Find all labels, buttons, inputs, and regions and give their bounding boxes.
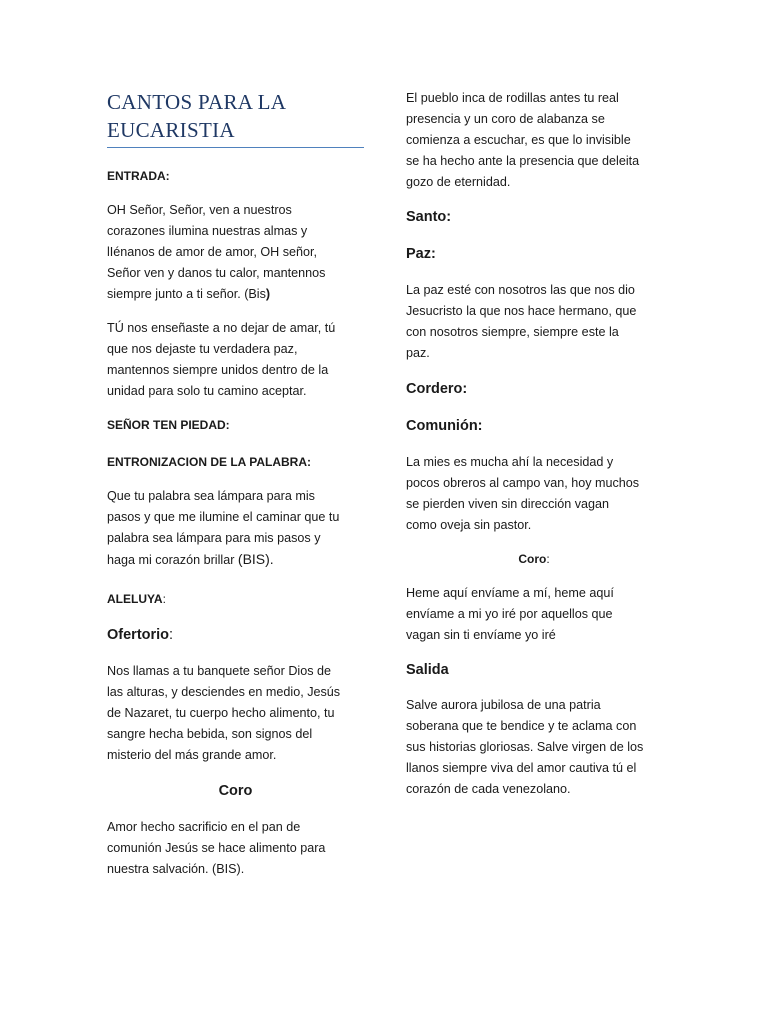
text-line: El pueblo inca de rodillas antes tu real [406,91,619,105]
title-line: CANTOS PARA LA [107,90,287,114]
heading-text: Ofertorio [107,627,170,643]
aleluya-text: ALELUYA [107,592,163,606]
text-run: haga mi corazón brillar [107,553,238,567]
text-line: Señor ven y danos tu calor, mantennos [107,266,326,280]
title-line: EUCARISTIA [107,118,235,142]
comunion-heading: Comunión: [406,418,483,434]
text-line: se ha hecho ante la presencia que deleita [406,154,640,168]
senor-ten-piedad-label: SEÑOR TEN PIEDAD: [107,418,230,432]
text-line: OH Señor, Señor, ven a nuestros [107,203,292,217]
text-line: La mies es mucha ahí la necesidad y [406,455,614,469]
text-line: corazones ilumina nuestras almas y [107,224,308,238]
text-line: como oveja sin pastor. [406,518,532,532]
text-line: comunión Jesús se hace alimento para [107,841,326,855]
text-line: paz. [406,346,430,360]
title-underline [107,147,364,148]
text-line: palabra sea lámpara para mis pasos y [107,531,321,545]
text-line: vagan sin ti envíame yo iré [406,628,556,642]
entrada-paragraph-2 [107,318,364,402]
coro-paragraph [107,817,364,880]
text-line: mantennos siempre unidos dentro de la [107,363,329,377]
text-line: llanos siempre viva del amor cautiva tú el [406,761,637,775]
text-line: gozo de eternidad. [406,175,511,189]
text-line [107,284,364,305]
text-line: Amor hecho sacrificio en el pan de [107,820,301,834]
cordero-heading: Cordero: [406,381,468,397]
text-line: envíame a mi yo iré por aquellos que [406,607,613,621]
document-title [107,88,364,144]
text-line: se pierden viven sin dirección vagan [406,497,610,511]
text-line: misterio del más grande amor. [107,748,277,762]
intro-paragraph [406,88,662,193]
coro-heading: Coro [218,783,253,799]
text-line: Nos llamas a tu banquete señor Dios de [107,664,332,678]
text-line: presencia y un coro de alabanza se [406,112,605,126]
text-line: comienza a escuchar, es que lo invisible [406,133,631,147]
text-line: soberana que te bendice y te aclama con [406,719,637,733]
text-line: sus historias gloriosas. Salve virgen de los [406,740,644,754]
coro-paragraph [406,583,662,646]
text-line: sangre hecha bebida, son signos del [107,727,313,741]
text-line: Heme aquí envíame a mí, heme aquí [406,586,614,600]
bis-text: (BIS). [237,551,274,567]
coro-text: Coro [518,552,547,566]
text-line [107,549,364,571]
entronizacion-label: ENTRONIZACION DE LA PALABRA: [107,455,311,469]
text-line: que nos dejaste tu verdadera paz, [107,342,298,356]
text-line: con nosotros siempre, siempre este la [406,325,619,339]
text-line: las alturas, y desciendes en medio, Jesús [107,685,341,699]
text-line: corazón de cada venezolano. [406,782,571,796]
entrada-paragraph-1 [107,200,364,305]
paz-paragraph [406,280,662,364]
text-line: Que tu palabra sea lámpara para mis [107,489,315,503]
salida-heading: Salida [406,662,449,678]
text-line: nuestra salvación. (BIS). [107,862,245,876]
colon: : [162,592,166,606]
text-line: La paz esté con nosotros las que nos dio [406,283,635,297]
text-line: Jesucristo la que nos hace hermano, que [406,304,637,318]
aleluya-label [107,591,364,607]
text-line: de Nazaret, tu cuerpo hecho alimento, tu [107,706,335,720]
text-run: siempre junto a ti señor. (Bis [107,287,266,301]
comunion-paragraph [406,452,662,536]
colon: : [546,552,550,566]
entrada-label: ENTRADA: [107,169,170,183]
text-line: pasos y que me ilumine el caminar que tu [107,510,340,524]
coro-label [406,551,662,567]
closing-paren: ) [265,287,271,301]
ofertorio-heading [107,625,364,645]
text-line: TÚ nos enseñaste a no dejar de amar, tú [107,321,336,335]
paz-heading: Paz: [406,246,436,262]
text-line: Salve aurora jubilosa de una patria [406,698,601,712]
text-line: unidad para solo tu camino aceptar. [107,384,307,398]
palabra-paragraph [107,486,364,571]
ofertorio-paragraph [107,661,364,766]
santo-heading: Santo: [406,209,452,225]
text-line: pocos obreros al campo van, hoy muchos [406,476,640,490]
colon: : [169,627,174,643]
salida-paragraph [406,695,662,800]
text-line: lIénanos de amor de amor, OH señor, [107,245,318,259]
